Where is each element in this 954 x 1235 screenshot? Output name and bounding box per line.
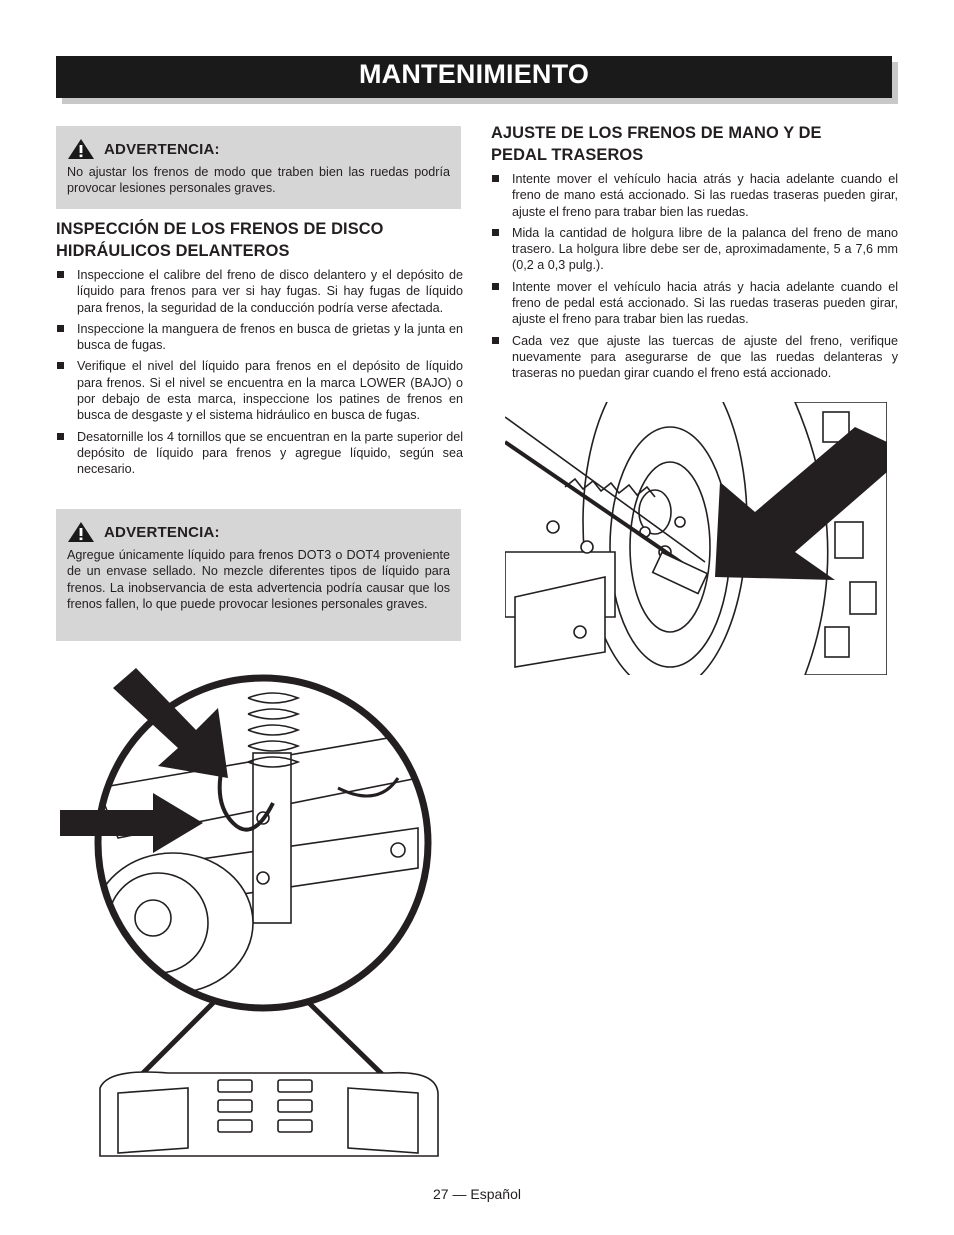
warning-box-2	[56, 509, 461, 641]
front-brakes-list	[56, 267, 463, 483]
warning-triangle-icon	[67, 521, 95, 543]
section-title-line: INSPECCIÓN DE LOS FRENOS DE DISCO	[56, 220, 384, 238]
list-item-text: Inspeccione la manguera de frenos en busca de grietas y la junta en busca de fugas.	[77, 321, 463, 353]
warning-header	[67, 521, 450, 543]
list-item	[491, 171, 898, 220]
section-title-line: PEDAL TRASEROS	[491, 146, 644, 164]
section-title-line: AJUSTE DE LOS FRENOS DE MANO Y DE	[491, 124, 822, 142]
warning-text: Agregue únicamente líquido para frenos DOT3 o DOT4 proveniente de un envase sellado. No mezcle diferentes tipos de líquido para frenos. La inobservancia de esta advertencia podría causar que los frenos fallen, lo que puede provocar lesiones personales graves.	[67, 548, 450, 611]
warning-box-1	[56, 126, 461, 209]
list-item	[56, 358, 463, 423]
rear-brake-illustration	[505, 402, 887, 675]
list-item	[56, 429, 463, 478]
list-item-text: Verifique el nivel del líquido para frenos en el depósito de líquido para frenos. Si el nivel se encuentra en la marca LOWER (BAJO) o por debajo de esta marca, inspeccione los patines de frenos en busca de desgaste y el sistema hidráulico en busca de fugas.	[77, 359, 463, 423]
front-brake-illustration	[58, 668, 450, 1158]
square-bullet-icon	[492, 229, 499, 236]
rear-brakes-list	[491, 171, 898, 387]
square-bullet-icon	[57, 362, 64, 369]
page-title: MANTENIMIENTO	[358, 59, 590, 89]
list-item	[491, 333, 898, 382]
list-item-text: Intente mover el vehículo hacia atrás y hacia adelante cuando el freno de mano está accionado. Si las ruedas traseras pueden girar, ajuste el freno para trabar bien las ruedas.	[512, 172, 898, 219]
list-item	[56, 267, 463, 316]
list-item-text: Cada vez que ajuste las tuercas de ajuste del freno, verifique nuevamente para asegurarse de que las ruedas delanteras y traseras no puedan girar cuando el freno está accionado.	[512, 333, 898, 381]
list-item-text: Mida la cantidad de holgura libre de la palanca del freno de mano trasero. La holgura libre debe ser de, aproximadamente, 5 a 7,6 mm (0,2 a 0,3 pulg.).	[512, 225, 898, 273]
section-title-rear-brakes	[491, 122, 898, 166]
warning-text: No ajustar los frenos de modo que traben bien las ruedas podría provocar lesiones personales graves.	[67, 165, 450, 196]
section-title-front-brakes	[56, 218, 461, 262]
warning-title: ADVERTENCIA:	[104, 523, 220, 541]
list-item	[56, 321, 463, 354]
square-bullet-icon	[57, 433, 64, 440]
list-item	[491, 279, 898, 328]
list-item-text: Inspeccione el calibre del freno de disco delantero y el depósito de líquido para frenos para ver si hay fugas. Si hay fugas de líquido para frenos, la seguridad de la conducción podría verse afectada.	[77, 268, 463, 315]
warning-triangle-icon	[67, 138, 95, 160]
list-item-text: Intente mover el vehículo hacia atrás y hacia adelante cuando el freno de pedal está accionado. Si las ruedas traseras pueden girar, ajuste el freno para trabar bien las ruedas.	[512, 279, 898, 327]
section-title-line: HIDRÁULICOS DELANTEROS	[56, 242, 290, 260]
list-item	[491, 225, 898, 274]
square-bullet-icon	[492, 283, 499, 290]
page-number: 27 — Español	[433, 1186, 521, 1202]
square-bullet-icon	[492, 175, 499, 182]
warning-title: ADVERTENCIA:	[104, 140, 220, 158]
list-item-text: Desatornille los 4 tornillos que se encuentran en la parte superior del depósito de líquido para frenos y agregue líquido, según sea necesario.	[77, 429, 463, 477]
page-header	[56, 56, 892, 98]
square-bullet-icon	[57, 325, 64, 332]
square-bullet-icon	[492, 337, 499, 344]
warning-header	[67, 138, 450, 160]
square-bullet-icon	[57, 271, 64, 278]
